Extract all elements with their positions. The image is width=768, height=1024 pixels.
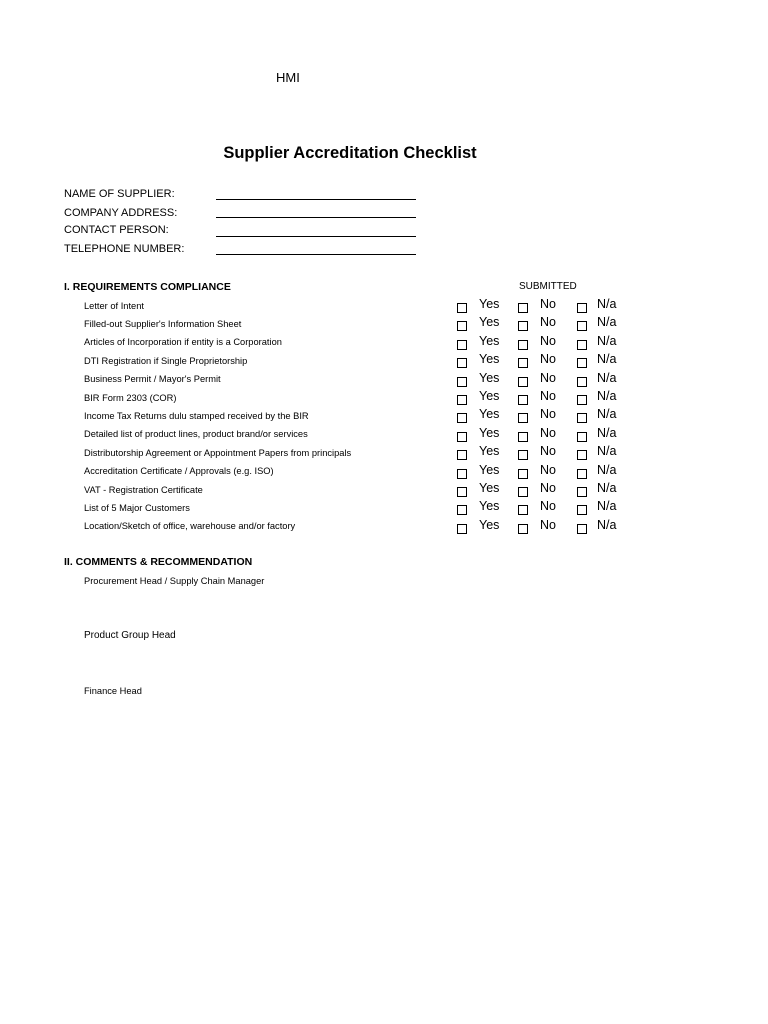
option-label-yes: Yes — [479, 370, 500, 385]
option-label-na: N/a — [597, 517, 617, 532]
option-label-no: No — [540, 297, 556, 311]
option-label-no: No — [540, 370, 556, 385]
checkbox-na[interactable] — [577, 395, 587, 405]
checkbox-na[interactable] — [577, 321, 587, 331]
option-label-yes: Yes — [479, 499, 500, 514]
option-label-no: No — [540, 499, 556, 514]
option-label-na: N/a — [597, 315, 617, 330]
requirement-label: List of 5 Major Customers — [84, 502, 190, 513]
option-label-yes: Yes — [479, 444, 500, 459]
requirement-label: Business Permit / Mayor's Permit — [84, 374, 221, 385]
checkbox-no[interactable] — [518, 469, 528, 479]
option-label-no: No — [540, 444, 556, 459]
option-label-na: N/a — [597, 499, 617, 514]
option-label-yes: Yes — [479, 407, 500, 422]
option-label-na: N/a — [597, 352, 617, 367]
option-label-yes: Yes — [479, 517, 500, 532]
field-line-telephone-number[interactable] — [216, 254, 416, 255]
field-label-contact-person: CONTACT PERSON: — [64, 224, 169, 236]
option-label-yes: Yes — [479, 315, 500, 330]
checkbox-no[interactable] — [518, 450, 528, 460]
section-requirements-title: I. REQUIREMENTS COMPLIANCE — [64, 281, 231, 293]
checkbox-yes[interactable] — [457, 469, 467, 479]
requirement-label: VAT - Registration Certificate — [84, 484, 203, 495]
requirement-label: Distributorship Agreement or Appointment Papers from principals — [84, 447, 352, 458]
checkbox-yes[interactable] — [457, 487, 467, 497]
option-label-na: N/a — [597, 462, 617, 477]
field-line-supplier-name[interactable] — [216, 199, 416, 200]
option-label-na: N/a — [597, 407, 617, 422]
checkbox-no[interactable] — [518, 505, 528, 515]
checkbox-yes[interactable] — [457, 303, 467, 313]
option-label-yes: Yes — [479, 389, 500, 403]
section-comments-title: II. COMMENTS & RECOMMENDATION — [64, 556, 253, 568]
checkbox-no[interactable] — [518, 487, 528, 497]
checkbox-na[interactable] — [577, 487, 587, 497]
option-label-no: No — [540, 389, 556, 403]
checkbox-no[interactable] — [518, 358, 528, 368]
requirement-label: BIR Form 2303 (COR) — [84, 392, 177, 403]
option-label-no: No — [540, 352, 556, 367]
option-label-yes: Yes — [479, 481, 500, 495]
checkbox-yes[interactable] — [457, 524, 467, 534]
option-label-yes: Yes — [479, 333, 500, 348]
checkbox-yes[interactable] — [457, 395, 467, 405]
option-label-no: No — [540, 462, 556, 477]
field-label-company-address: COMPANY ADDRESS: — [64, 207, 178, 219]
checkbox-yes[interactable] — [457, 377, 467, 387]
checkbox-yes[interactable] — [457, 358, 467, 368]
checkbox-no[interactable] — [518, 395, 528, 405]
checkbox-no[interactable] — [518, 340, 528, 350]
option-label-na: N/a — [597, 481, 617, 495]
checkbox-yes[interactable] — [457, 340, 467, 350]
option-label-na: N/a — [597, 333, 617, 348]
submitted-column-header: SUBMITTED — [519, 281, 577, 292]
requirement-label: Accreditation Certificate / Approvals (e.g. ISO) — [84, 466, 274, 477]
option-label-no: No — [540, 425, 556, 440]
checkbox-na[interactable] — [577, 340, 587, 350]
checkbox-na[interactable] — [577, 358, 587, 368]
checkbox-na[interactable] — [577, 450, 587, 460]
checkbox-yes[interactable] — [457, 321, 467, 331]
checkbox-na[interactable] — [577, 432, 587, 442]
option-label-yes: Yes — [479, 352, 500, 367]
checkbox-na[interactable] — [577, 505, 587, 515]
requirement-label: Letter of Intent — [84, 300, 144, 311]
checkbox-yes[interactable] — [457, 450, 467, 460]
requirement-label: Articles of Incorporation if entity is a Corporation — [84, 337, 282, 348]
option-label-yes: Yes — [479, 425, 500, 440]
requirement-label: Location/Sketch of office, warehouse and/or factory — [84, 521, 296, 532]
requirement-label: Filled-out Supplier's Information Sheet — [84, 318, 242, 329]
requirement-label: Detailed list of product lines, product brand/or services — [84, 429, 308, 440]
checkbox-yes[interactable] — [457, 413, 467, 423]
document-title: Supplier Accreditation Checklist — [223, 144, 477, 162]
checkbox-no[interactable] — [518, 413, 528, 423]
checkbox-na[interactable] — [577, 413, 587, 423]
checkbox-no[interactable] — [518, 524, 528, 534]
option-label-yes: Yes — [479, 297, 500, 311]
field-line-contact-person[interactable] — [216, 236, 416, 237]
option-label-na: N/a — [597, 297, 617, 311]
option-label-na: N/a — [597, 444, 617, 459]
checkbox-na[interactable] — [577, 303, 587, 313]
requirement-label: DTI Registration if Single Proprietorship — [84, 355, 248, 366]
checkbox-no[interactable] — [518, 377, 528, 387]
checkbox-na[interactable] — [577, 377, 587, 387]
option-label-no: No — [540, 481, 556, 495]
option-label-no: No — [540, 407, 556, 422]
field-line-company-address[interactable] — [216, 217, 416, 218]
checkbox-yes[interactable] — [457, 432, 467, 442]
option-label-no: No — [540, 315, 556, 330]
checkbox-no[interactable] — [518, 432, 528, 442]
field-label-telephone-number: TELEPHONE NUMBER: — [64, 243, 185, 255]
option-label-yes: Yes — [479, 462, 500, 477]
signatory-product-group-head: Product Group Head — [84, 630, 176, 641]
field-label-supplier-name: NAME OF SUPPLIER: — [64, 188, 175, 200]
company-name: HMI — [276, 70, 300, 85]
option-label-na: N/a — [597, 389, 617, 403]
checkbox-no[interactable] — [518, 321, 528, 331]
option-label-no: No — [540, 333, 556, 348]
checkbox-na[interactable] — [577, 469, 587, 479]
option-label-no: No — [540, 517, 556, 532]
checkbox-na[interactable] — [577, 524, 587, 534]
option-label-na: N/a — [597, 425, 617, 440]
signatory-procurement-head: Procurement Head / Supply Chain Manager — [84, 576, 265, 586]
requirement-label: Income Tax Returns dulu stamped received by the BIR — [84, 410, 309, 421]
option-label-na: N/a — [597, 370, 617, 385]
checkbox-yes[interactable] — [457, 505, 467, 515]
checkbox-no[interactable] — [518, 303, 528, 313]
signatory-finance-head: Finance Head — [84, 686, 142, 696]
